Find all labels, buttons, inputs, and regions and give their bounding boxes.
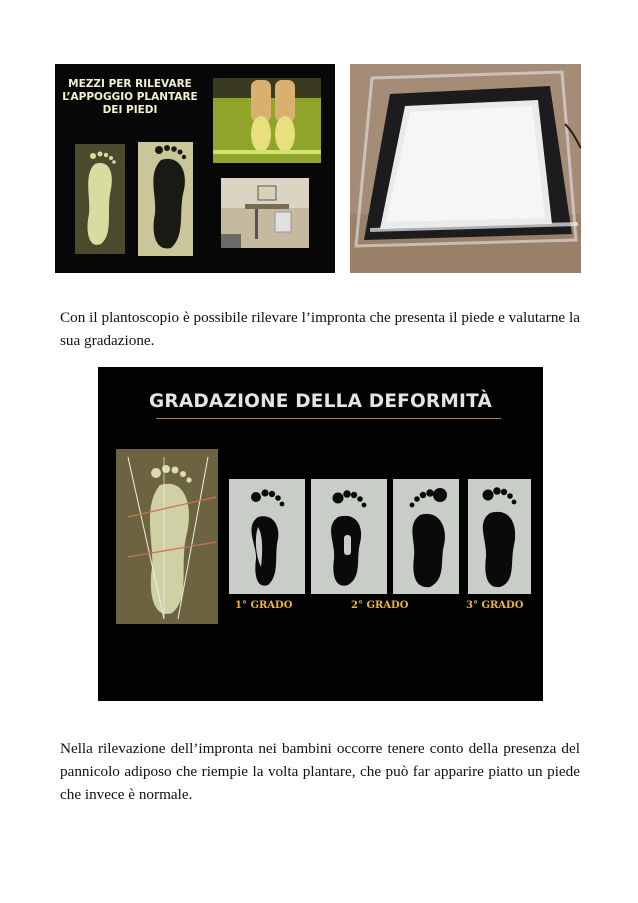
plantoscope-photo bbox=[350, 64, 581, 273]
footprint-card-grado-2 bbox=[393, 479, 459, 594]
slide-image-measuring-tools bbox=[55, 64, 335, 273]
paragraph-plantoscope: Con il plantoscopio è possibile rilevare l’impronta che presenta il piede e valutarne la sua gradazione. bbox=[60, 309, 580, 349]
slide-photos bbox=[55, 64, 335, 273]
gradation-title: GRADAZIONE DELLA DEFORMITÀ bbox=[149, 391, 492, 412]
slide-image-gradation bbox=[98, 367, 543, 701]
plantoscope-drawing bbox=[350, 64, 581, 273]
footprint-card-grado-3 bbox=[468, 479, 531, 594]
paragraph-children-footprint: Nella rilevazione dell’impronta nei bambini occorre tenere conto della presenza del pannicolo adiposo che riempie la volta plantare, che può far apparire piatto un piede che invece è normale. bbox=[60, 740, 580, 803]
slide-title-line-3: DEI PIEDI bbox=[102, 104, 158, 116]
footprint-card-grado-1 bbox=[229, 479, 305, 594]
slide-title-line-1: MEZZI PER RILEVARE bbox=[68, 78, 192, 90]
footprint-card-grado-1b bbox=[311, 479, 387, 594]
feet-on-plantoscope-photo bbox=[213, 78, 321, 163]
gradation-footprints bbox=[98, 367, 543, 701]
footprint-photo-2 bbox=[138, 142, 193, 256]
computer-room-photo bbox=[221, 178, 309, 248]
slide-title-line-2: L’APPOGGIO PLANTARE bbox=[62, 91, 198, 103]
grade-label-3: 3° GRADO bbox=[466, 600, 524, 611]
grade-label-1: 1° GRADO bbox=[235, 600, 293, 611]
reference-footprint-photo bbox=[116, 449, 218, 624]
grade-label-2: 2° GRADO bbox=[351, 600, 409, 611]
footprint-photo-1 bbox=[75, 144, 125, 254]
